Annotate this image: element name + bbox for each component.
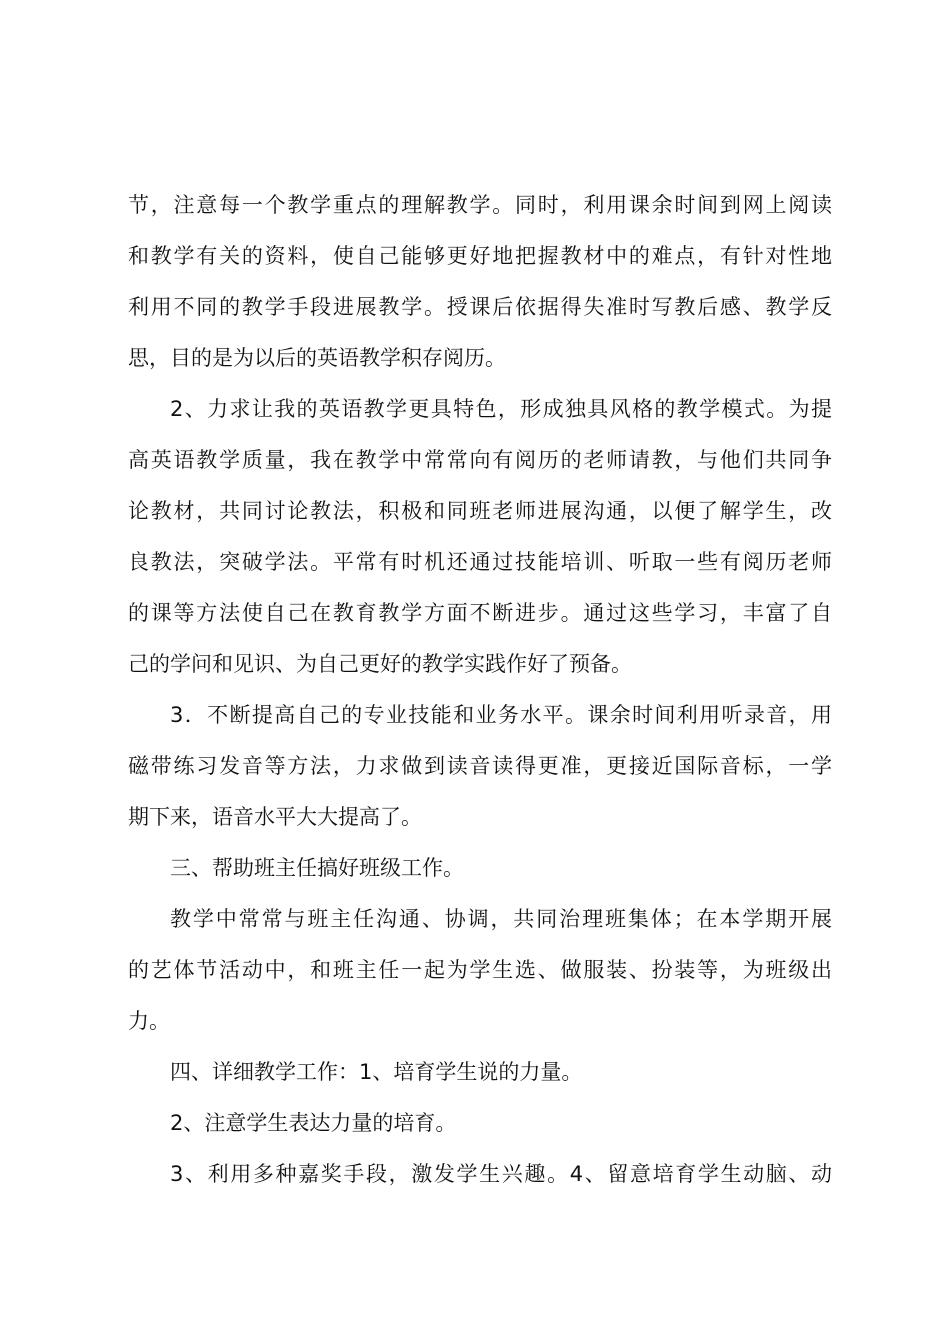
text-line: 的课等方法使自己在教育教学方面不断进步。通过这些学习，丰富了自 <box>128 601 832 625</box>
text-line: 思，目的是为以后的英语教学积存阅历。 <box>128 346 506 370</box>
text-line: 磁带练习发音等方法，力求做到读音读得更准，更接近国际音标，一学 <box>128 754 832 778</box>
text-line: 良教法，突破学法。平常有时机还通过技能培训、听取一些有阅历老师 <box>128 550 832 574</box>
text-line: 己的学问和见识、为自己更好的教学实践作好了预备。 <box>128 652 632 676</box>
section-heading: 三、帮助班主任搞好班级工作。 <box>170 856 464 880</box>
list-item-line: 3、利用多种嘉奖手段，激发学生兴趣。4、留意培育学生动脑、动 <box>170 1162 832 1186</box>
paragraph-start-line: 2、力求让我的英语教学更具特色，形成独具风格的教学模式。为提 <box>170 397 832 421</box>
paragraph-start-line: 教学中常常与班主任沟通、协调，共同治理班集体；在本学期开展 <box>170 907 832 931</box>
text-line: 高英语教学质量，我在教学中常常向有阅历的老师请教，与他们共同争 <box>128 448 832 472</box>
section-heading: 四、详细教学工作：1、培育学生说的力量。 <box>170 1060 583 1084</box>
text-line: 节，注意每一个教学重点的理解教学。同时，利用课余时间到网上阅读 <box>128 193 832 217</box>
text-line: 的艺体节活动中，和班主任一起为学生选、做服装、扮装等，为班级出 <box>128 958 832 982</box>
text-line: 利用不同的教学手段进展教学。授课后依据得失准时写教后感、教学反 <box>128 295 832 319</box>
text-line: 期下来，语音水平大大提高了。 <box>128 805 422 829</box>
text-line: 和教学有关的资料，使自己能够更好地把握教材中的难点，有针对性地 <box>128 244 832 268</box>
list-item-line: 2、注意学生表达力量的培育。 <box>170 1111 457 1135</box>
text-line: 力。 <box>128 1009 170 1033</box>
paragraph-start-line: 3．不断提高自己的专业技能和业务水平。课余时间利用听录音，用 <box>170 703 832 727</box>
text-line: 论教材，共同讨论教法，积极和同班老师进展沟通，以便了解学生，改 <box>128 499 832 523</box>
